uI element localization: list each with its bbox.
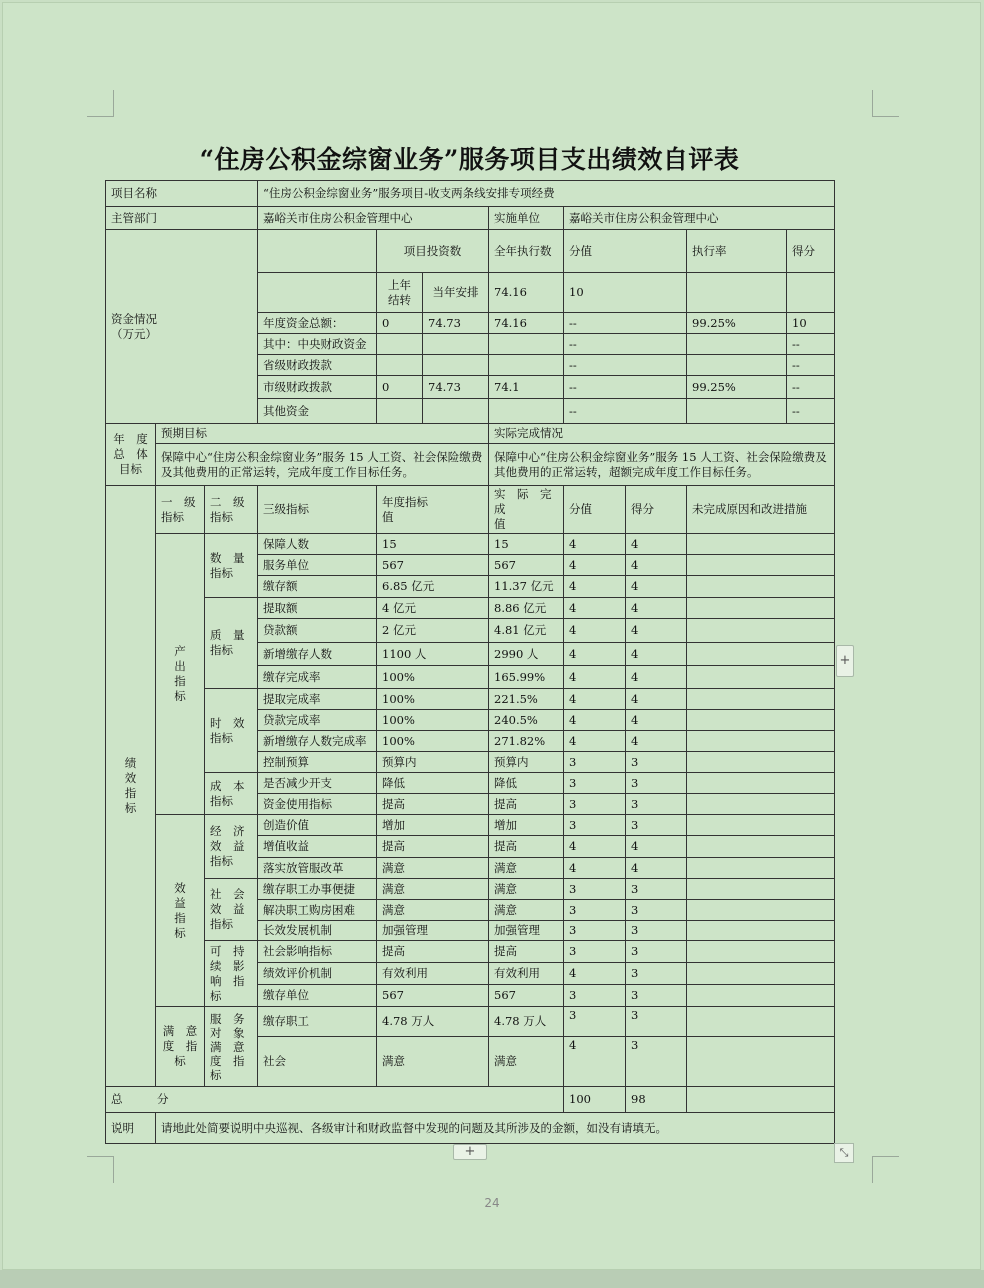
- perf-row-target: 有效利用: [377, 963, 489, 985]
- perf-row-reason: [687, 794, 835, 815]
- funds-row-rate: [687, 334, 787, 355]
- perf-row-actual: 预算内: [489, 752, 564, 773]
- total-reason: [687, 1087, 835, 1113]
- funds-top-score-val: 10: [564, 273, 687, 313]
- funds-row-rate: 99.25%: [687, 376, 787, 399]
- perf-row-reason: [687, 815, 835, 836]
- perf-row-actual: 有效利用: [489, 963, 564, 985]
- perf-row-name: 创造价值: [258, 815, 377, 836]
- perf-row-score: 4: [626, 666, 687, 689]
- perf-row-reason: [687, 643, 835, 666]
- l2-time: 时 效 指标: [205, 689, 258, 773]
- perf-row-score: 3: [626, 921, 687, 941]
- perf-row-target: 提高: [377, 941, 489, 963]
- funds-row-label: 省级财政拨款: [258, 355, 377, 376]
- perf-row-val: 4: [564, 858, 626, 879]
- perf-row-name: 解决职工购房困难: [258, 900, 377, 921]
- project-name-label: 项目名称: [106, 181, 258, 207]
- page-bottom-strip: [0, 1270, 984, 1288]
- perf-row-actual: 提高: [489, 794, 564, 815]
- perf-row-val: 4: [564, 689, 626, 710]
- perf-row-reason: [687, 921, 835, 941]
- perf-row-score: 3: [626, 900, 687, 921]
- perf-row-score: 4: [626, 836, 687, 858]
- perf-row-score: 4: [626, 619, 687, 643]
- perf-row-target: 4 亿元: [377, 598, 489, 619]
- perf-row-reason: [687, 710, 835, 731]
- funds-row-score: --: [787, 399, 835, 424]
- total-score: 98: [626, 1087, 687, 1113]
- funds-row-score: --: [787, 355, 835, 376]
- l1-satisfaction: 满 意 度 指 标: [156, 1007, 205, 1087]
- perf-row-actual: 221.5%: [489, 689, 564, 710]
- perf-section-label: 绩 效 指 标: [106, 486, 156, 1087]
- project-name-value: “住房公积金综窗业务”服务项目-收支两条线安排专项经费: [258, 181, 835, 207]
- perf-row: [106, 773, 835, 794]
- perf-row-target: 提高: [377, 836, 489, 858]
- perf-row-score: 4: [626, 555, 687, 576]
- perf-row-score: 3: [626, 815, 687, 836]
- perf-row-reason: [687, 900, 835, 921]
- total-label: 总 分: [106, 1087, 564, 1113]
- perf-h-val: 分值: [564, 486, 626, 534]
- document-title: “住房公积金综窗业务”服务项目支出绩效自评表: [199, 145, 740, 174]
- funds-row-score: --: [787, 334, 835, 355]
- funds-row-val: --: [564, 355, 687, 376]
- perf-h-actual: 实 际 完 成 值: [489, 486, 564, 534]
- perf-row-reason: [687, 689, 835, 710]
- perf-row-score: 3: [626, 941, 687, 963]
- l2-quality: 质 量 指标: [205, 598, 258, 689]
- l2-satisfaction: 服 务 对 象 满 意 度 指 标: [205, 1007, 258, 1087]
- perf-row-target: 100%: [377, 666, 489, 689]
- perf-row-score: 3: [626, 985, 687, 1007]
- funds-row-label: 年度资金总额：: [258, 313, 377, 334]
- perf-row-score: 3: [626, 794, 687, 815]
- perf-h-level2: 二 级 指标: [205, 486, 258, 534]
- funds-sub-corner: [258, 273, 377, 313]
- perf-row-val: 3: [564, 941, 626, 963]
- perf-row-name: 提取完成率: [258, 689, 377, 710]
- perf-row-target: 满意: [377, 1037, 489, 1087]
- funds-row-rate: [687, 399, 787, 424]
- perf-row-actual: 8.86 亿元: [489, 598, 564, 619]
- crop-mark-bottom-right: [872, 1156, 899, 1183]
- row-funds-header: [106, 230, 835, 273]
- add-column-button[interactable]: +: [836, 645, 854, 677]
- perf-row-name: 资金使用指标: [258, 794, 377, 815]
- perf-row-val: 4: [564, 666, 626, 689]
- perf-row-score: 4: [626, 689, 687, 710]
- funds-col-score-val: 分值: [564, 230, 687, 273]
- crop-mark-top-right: [872, 90, 899, 117]
- perf-row-val: 4: [564, 643, 626, 666]
- perf-row-name: 增值收益: [258, 836, 377, 858]
- perf-row-val: 3: [564, 900, 626, 921]
- perf-row-actual: 加强管理: [489, 921, 564, 941]
- perf-row-target: 100%: [377, 689, 489, 710]
- perf-row-actual: 165.99%: [489, 666, 564, 689]
- perf-row-name: 社会: [258, 1037, 377, 1087]
- perf-row: [106, 1007, 835, 1037]
- perf-row: [106, 689, 835, 710]
- funds-row-curr: [423, 399, 489, 424]
- perf-row: [106, 815, 835, 836]
- funds-row-curr: [423, 355, 489, 376]
- row-perf-header: [106, 486, 835, 534]
- perf-row-target: 增加: [377, 815, 489, 836]
- row-annual-header: [106, 424, 835, 444]
- funds-row-curr: 74.73: [423, 313, 489, 334]
- perf-h-reason: 未完成原因和改进措施: [687, 486, 835, 534]
- perf-row-target: 100%: [377, 710, 489, 731]
- perf-row-name: 缴存额: [258, 576, 377, 598]
- funds-row-exec: 74.1: [489, 376, 564, 399]
- perf-row-score: 4: [626, 731, 687, 752]
- perf-row-score: 3: [626, 1037, 687, 1087]
- actual-completion-label: 实际完成情况: [489, 424, 835, 444]
- perf-h-target: 年度指标 值: [377, 486, 489, 534]
- row-annual-body: [106, 444, 835, 486]
- perf-row-name: 缴存单位: [258, 985, 377, 1007]
- funds-row-label: 其中：中央财政资金: [258, 334, 377, 355]
- row-note: [106, 1113, 835, 1144]
- expected-goal-label: 预期目标: [156, 424, 489, 444]
- perf-row-reason: [687, 1037, 835, 1087]
- perf-row-reason: [687, 576, 835, 598]
- perf-row-actual: 271.82%: [489, 731, 564, 752]
- funds-row-score: --: [787, 376, 835, 399]
- perf-row-score: 4: [626, 858, 687, 879]
- perf-row-target: 1100 人: [377, 643, 489, 666]
- l2-econ: 经 济 效 益 指标: [205, 815, 258, 879]
- funds-row-exec: [489, 334, 564, 355]
- perf-row-actual: 4.78 万人: [489, 1007, 564, 1037]
- funds-row-exec: [489, 355, 564, 376]
- perf-row-score: 3: [626, 752, 687, 773]
- funds-row-val: --: [564, 399, 687, 424]
- perf-row-actual: 满意: [489, 879, 564, 900]
- perf-row-reason: [687, 555, 835, 576]
- perf-row-score: 3: [626, 1007, 687, 1037]
- perf-row-val: 4: [564, 731, 626, 752]
- perf-row: [106, 534, 835, 555]
- perf-row-name: 缴存职工办事便捷: [258, 879, 377, 900]
- funds-row-rate: [687, 355, 787, 376]
- l2-sustain: 可 持 续 影 响 指 标: [205, 941, 258, 1007]
- perf-row-score: 4: [626, 710, 687, 731]
- perf-row-target: 满意: [377, 858, 489, 879]
- perf-h-level3: 三级指标: [258, 486, 377, 534]
- perf-row-name: 落实放管服改革: [258, 858, 377, 879]
- perf-row-name: 新增缴存人数完成率: [258, 731, 377, 752]
- perf-row-target: 15: [377, 534, 489, 555]
- funds-col-invest: 项目投资数: [377, 230, 489, 273]
- funds-top-rate: [687, 273, 787, 313]
- perf-row-name: 长效发展机制: [258, 921, 377, 941]
- funds-row-prev: 0: [377, 313, 423, 334]
- perf-row-val: 4: [564, 619, 626, 643]
- perf-row-target: 满意: [377, 879, 489, 900]
- funds-row-score: 10: [787, 313, 835, 334]
- perf-row-actual: 2990 人: [489, 643, 564, 666]
- perf-row-name: 缴存职工: [258, 1007, 377, 1037]
- perf-row-score: 4: [626, 598, 687, 619]
- perf-row-target: 2 亿元: [377, 619, 489, 643]
- row-total: [106, 1087, 835, 1113]
- funds-col-rate: 执行率: [687, 230, 787, 273]
- l1-output: 产 出 指 标: [156, 534, 205, 815]
- perf-row-reason: [687, 836, 835, 858]
- total-val: 100: [564, 1087, 626, 1113]
- perf-row-score: 4: [626, 643, 687, 666]
- l2-social: 社 会 效 益 指标: [205, 879, 258, 941]
- perf-row-reason: [687, 985, 835, 1007]
- l2-quantity: 数 量 指标: [205, 534, 258, 598]
- perf-row-score: 3: [626, 773, 687, 794]
- perf-row-reason: [687, 1007, 835, 1037]
- perf-row-reason: [687, 773, 835, 794]
- perf-row: [106, 941, 835, 963]
- expand-table-icon[interactable]: ⤡: [834, 1143, 854, 1163]
- funds-row-curr: 74.73: [423, 376, 489, 399]
- perf-row-actual: 增加: [489, 815, 564, 836]
- perf-row-reason: [687, 598, 835, 619]
- perf-row-target: 6.85 亿元: [377, 576, 489, 598]
- expected-goal-text: 保障中心“住房公积金综窗业务”服务 15 人工资、社会保险缴费及其他费用的正常运转，完成年度工作目标任务。: [156, 444, 489, 486]
- perf-row-target: 100%: [377, 731, 489, 752]
- perf-row-actual: 提高: [489, 836, 564, 858]
- perf-row-target: 预算内: [377, 752, 489, 773]
- note-text: 请地此处简要说明中央巡视、各级审计和财政监督中发现的问题及其所涉及的金额，如没有请填无。: [156, 1113, 835, 1144]
- crop-mark-bottom-left: [87, 1156, 114, 1183]
- perf-row-name: 贷款完成率: [258, 710, 377, 731]
- perf-row: [106, 598, 835, 619]
- perf-row-actual: 满意: [489, 858, 564, 879]
- perf-row-name: 新增缴存人数: [258, 643, 377, 666]
- add-row-button[interactable]: +: [453, 1144, 487, 1160]
- perf-row-score: 4: [626, 534, 687, 555]
- perf-row-score: 3: [626, 879, 687, 900]
- impl-value: 嘉峪关市住房公积金管理中心: [564, 207, 835, 230]
- perf-row-val: 3: [564, 879, 626, 900]
- perf-row-name: 是否减少开支: [258, 773, 377, 794]
- funds-row-prev: [377, 399, 423, 424]
- crop-mark-top-left: [87, 90, 114, 117]
- perf-row-actual: 降低: [489, 773, 564, 794]
- perf-row-name: 控制预算: [258, 752, 377, 773]
- perf-row-val: 4: [564, 836, 626, 858]
- evaluation-table: [105, 180, 835, 1144]
- perf-row-val: 4: [564, 534, 626, 555]
- funds-row-prev: [377, 355, 423, 376]
- perf-row-actual: 满意: [489, 900, 564, 921]
- perf-row-val: 3: [564, 752, 626, 773]
- funds-row-label: 其他资金: [258, 399, 377, 424]
- perf-row-reason: [687, 963, 835, 985]
- l2-cost: 成 本 指标: [205, 773, 258, 815]
- perf-row-actual: 4.81 亿元: [489, 619, 564, 643]
- perf-row-name: 社会影响指标: [258, 941, 377, 963]
- perf-row-val: 3: [564, 985, 626, 1007]
- perf-row-reason: [687, 534, 835, 555]
- funds-section-label: 资金情况 （万元）: [106, 230, 258, 424]
- perf-row-target: 满意: [377, 900, 489, 921]
- perf-row-score: 3: [626, 963, 687, 985]
- annual-goal-label: 年 度 总 体 目标: [106, 424, 156, 486]
- perf-row-actual: 满意: [489, 1037, 564, 1087]
- perf-row-val: 4: [564, 963, 626, 985]
- perf-row-name: 提取额: [258, 598, 377, 619]
- perf-row-name: 保障人数: [258, 534, 377, 555]
- perf-row-reason: [687, 858, 835, 879]
- perf-row-actual: 567: [489, 985, 564, 1007]
- funds-sub-prev: 上年 结转: [377, 273, 423, 313]
- funds-sub-curr: 当年安排: [423, 273, 489, 313]
- perf-row-actual: 15: [489, 534, 564, 555]
- perf-row-actual: 提高: [489, 941, 564, 963]
- dept-label: 主管部门: [106, 207, 258, 230]
- funds-row-val: --: [564, 313, 687, 334]
- perf-row-val: 3: [564, 1007, 626, 1037]
- perf-row-name: 绩效评价机制: [258, 963, 377, 985]
- perf-row: [106, 879, 835, 900]
- funds-row-prev: [377, 334, 423, 355]
- funds-row-exec: [489, 399, 564, 424]
- funds-corner: [258, 230, 377, 273]
- perf-row-actual: 240.5%: [489, 710, 564, 731]
- funds-row-val: --: [564, 376, 687, 399]
- perf-h-level1: 一 级 指标: [156, 486, 205, 534]
- actual-completion-text: 保障中心“住房公积金综窗业务”服务 15 人工资、社会保险缴费及其他费用的正常运转，超额完成年度工作目标任务。: [489, 444, 835, 486]
- perf-row-name: 贷款额: [258, 619, 377, 643]
- perf-row-target: 提高: [377, 794, 489, 815]
- perf-row-val: 4: [564, 576, 626, 598]
- funds-col-exec: 全年执行数: [489, 230, 564, 273]
- funds-col-score: 得分: [787, 230, 835, 273]
- perf-row-val: 4: [564, 710, 626, 731]
- funds-row-curr: [423, 334, 489, 355]
- perf-row-actual: 11.37 亿元: [489, 576, 564, 598]
- perf-row-reason: [687, 752, 835, 773]
- perf-row-val: 3: [564, 794, 626, 815]
- perf-row-val: 3: [564, 815, 626, 836]
- l1-benefit: 效 益 指 标: [156, 815, 205, 1007]
- perf-row-reason: [687, 666, 835, 689]
- perf-row-target: 567: [377, 985, 489, 1007]
- funds-row-label: 市级财政拨款: [258, 376, 377, 399]
- perf-row-target: 加强管理: [377, 921, 489, 941]
- note-label: 说明: [106, 1113, 156, 1144]
- perf-row-score: 4: [626, 576, 687, 598]
- funds-top-score: [787, 273, 835, 313]
- perf-row-reason: [687, 731, 835, 752]
- perf-row-val: 3: [564, 921, 626, 941]
- funds-top-exec: 74.16: [489, 273, 564, 313]
- perf-h-score: 得分: [626, 486, 687, 534]
- perf-row-val: 4: [564, 598, 626, 619]
- row-project-name: [106, 181, 835, 207]
- perf-row-name: 服务单位: [258, 555, 377, 576]
- perf-row-target: 567: [377, 555, 489, 576]
- row-department: [106, 207, 835, 230]
- perf-row-reason: [687, 941, 835, 963]
- page-number: 24: [484, 1196, 500, 1210]
- impl-label: 实施单位: [489, 207, 564, 230]
- perf-row-val: 3: [564, 773, 626, 794]
- funds-row-exec: 74.16: [489, 313, 564, 334]
- funds-row-rate: 99.25%: [687, 313, 787, 334]
- perf-row-reason: [687, 619, 835, 643]
- perf-row-actual: 567: [489, 555, 564, 576]
- perf-row-target: 降低: [377, 773, 489, 794]
- perf-row-val: 4: [564, 1037, 626, 1087]
- perf-row-val: 4: [564, 555, 626, 576]
- perf-row-reason: [687, 879, 835, 900]
- funds-row-prev: 0: [377, 376, 423, 399]
- perf-row-name: 缴存完成率: [258, 666, 377, 689]
- funds-row-val: --: [564, 334, 687, 355]
- dept-value: 嘉峪关市住房公积金管理中心: [258, 207, 489, 230]
- perf-row-target: 4.78 万人: [377, 1007, 489, 1037]
